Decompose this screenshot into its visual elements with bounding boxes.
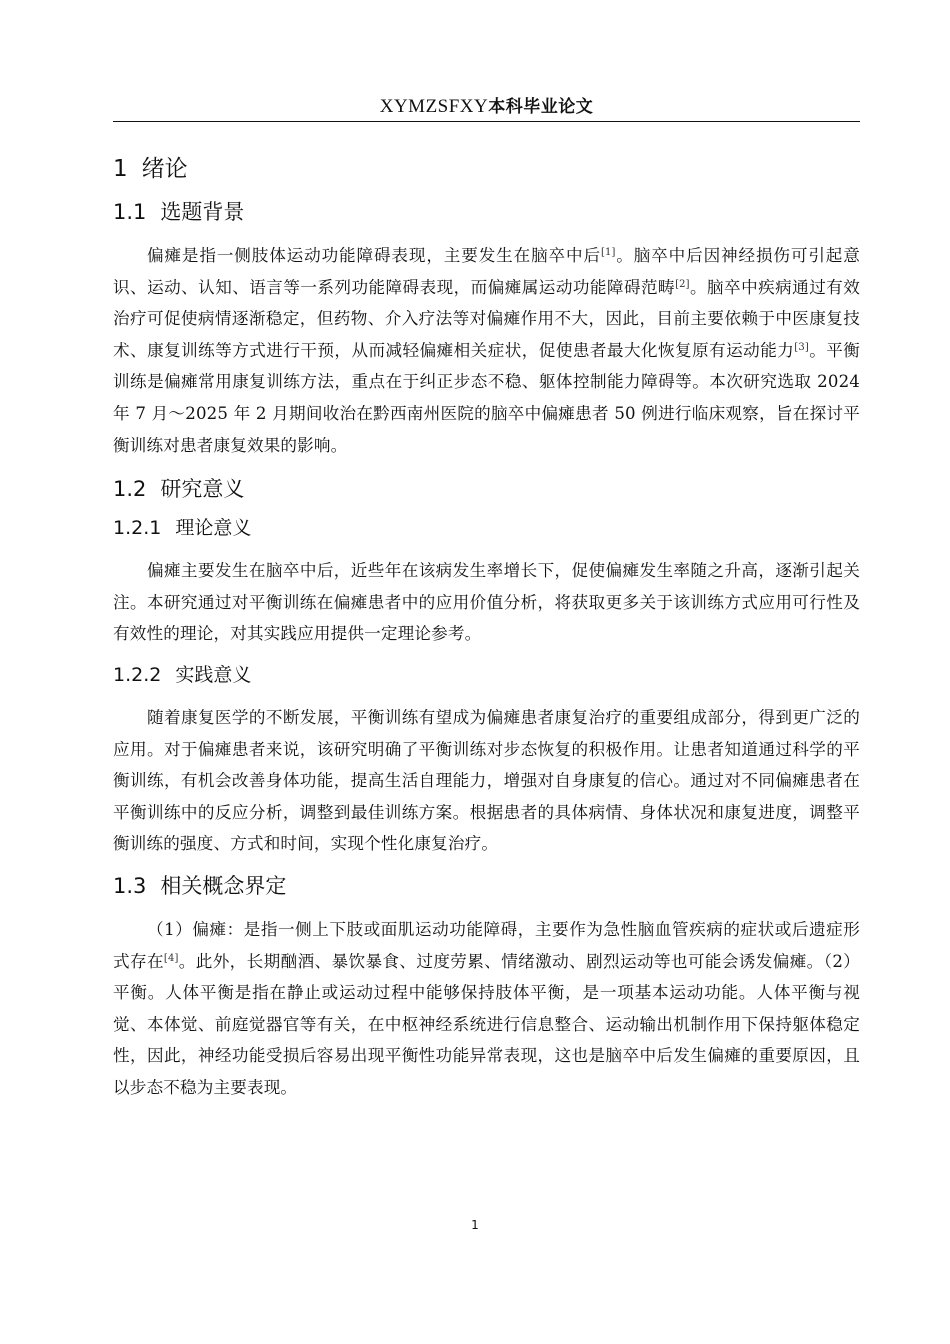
header-code: XYMZSFXY bbox=[379, 96, 489, 117]
section-title: 选题背景 bbox=[160, 200, 245, 224]
section-heading-1-1 bbox=[113, 198, 860, 228]
header-rule bbox=[113, 121, 860, 122]
paragraph-background bbox=[113, 240, 860, 461]
page-number: 1 bbox=[471, 1218, 479, 1232]
section-number: 1.3 bbox=[113, 873, 147, 898]
subsection-heading-1-2-1 bbox=[113, 515, 860, 543]
section-title: 研究意义 bbox=[160, 477, 245, 502]
paragraph-practical-significance: 随着康复医学的不断发展，平衡训练有望成为偏瘫患者康复治疗的重要组成部分，得到更广泛的应用。对于偏瘫患者来说，该研究明确了平衡训练对步态恢复的积极作用。让患者知道通过科学的平衡训练，有机会改善身体功能，提高生活自理能力，增强对自身康复的信心。通过对不同偏瘫患者在平衡训练中的反应分析，调整到最佳训练方案。根据患者的具体病情、身体状况和康复进度，调整平衡训练的强度、方式和时间，实现个性化康复治疗。 bbox=[113, 707, 860, 854]
text-run: （1）偏瘫：是指一侧上下肢或面肌运动功能障碍，主要作为急性脑血管疾病的症状或后遗症形式存在 bbox=[113, 919, 860, 971]
text-run: 。脑卒中后因神经损伤可引起意识、运动、认知、语言等一系列功能障碍表现，而偏瘫属运动功能障碍范畴 bbox=[113, 246, 860, 297]
text-run: 。脑卒中疾病通过有效治疗可促使病情逐渐稳定，但药物、介入疗法等对偏瘫作用不大，因此，目前主要依赖于中医康复技术、康复训练等方式进行干预，从而减轻偏瘫相关症状，促使患者最大化恢复原有运动能力 bbox=[113, 277, 861, 360]
chapter-number: 1 bbox=[113, 156, 128, 182]
subsection-title: 理论意义 bbox=[175, 517, 252, 540]
section-heading-1-2 bbox=[113, 475, 860, 505]
paragraph-concept-definitions bbox=[113, 914, 860, 1104]
citation-ref: [1] bbox=[600, 247, 616, 258]
chapter-heading bbox=[113, 154, 860, 188]
header-suffix: 本科毕业论文 bbox=[488, 97, 594, 117]
section-number: 1.1 bbox=[113, 200, 147, 224]
paragraph-theoretical-significance: 偏瘫主要发生在脑卒中后，近些年在该病发生率增长下，促使偏瘫发生率随之升高，逐渐引起关注。本研究通过对平衡训练在偏瘫患者中的应用价值分析，将获取更多关于该训练方式应用可行性及有效性的理论，对其实践应用提供一定理论参考。 bbox=[113, 561, 860, 644]
running-header bbox=[113, 92, 860, 120]
section-heading-1-3 bbox=[113, 872, 860, 902]
subsection-number: 1.2.2 bbox=[113, 663, 162, 686]
text-run: 。平衡训练是偏瘫常用康复训练方法，重点在于纠正步态不稳、躯体控制能力障碍等。本次研究选取 2024 年 7 月～2025 年 2 月期间收治在黔西南州医院的脑卒中偏瘫患者 50 例进行临床观察，旨在探讨平衡训练对患者康复效果的影响。 bbox=[113, 340, 861, 455]
citation-ref: [4] bbox=[163, 952, 179, 964]
subsection-heading-1-2-2 bbox=[113, 662, 860, 690]
citation-ref: [2] bbox=[675, 278, 690, 290]
text-run: 。此外，长期酗酒、暴饮暴食、过度劳累、情绪激动、剧烈运动等也可能会诱发偏瘫。（2）平衡。人体平衡是指在静止或运动过程中能够保持肢体平衡，是一项基本运动功能。人体平衡与视觉、本体觉、前庭觉器官等有关，在中枢神经系统进行信息整合、运动输出机制作用下保持躯体稳定性，因此，神经功能受损后容易出现平衡性功能异常表现，这也是脑卒中后发生偏瘫的重要原因，且以步态不稳为主要表现。 bbox=[113, 951, 861, 1097]
citation-ref: [3] bbox=[794, 341, 809, 353]
section-title: 相关概念界定 bbox=[160, 873, 287, 898]
section-number: 1.2 bbox=[113, 477, 147, 502]
text-run: 偏瘫是指一侧肢体运动功能障碍表现，主要发生在脑卒中后 bbox=[147, 246, 601, 265]
subsection-title: 实践意义 bbox=[175, 663, 252, 686]
subsection-number: 1.2.1 bbox=[113, 517, 162, 540]
page-content bbox=[113, 150, 860, 1103]
chapter-title: 绪论 bbox=[141, 156, 188, 182]
